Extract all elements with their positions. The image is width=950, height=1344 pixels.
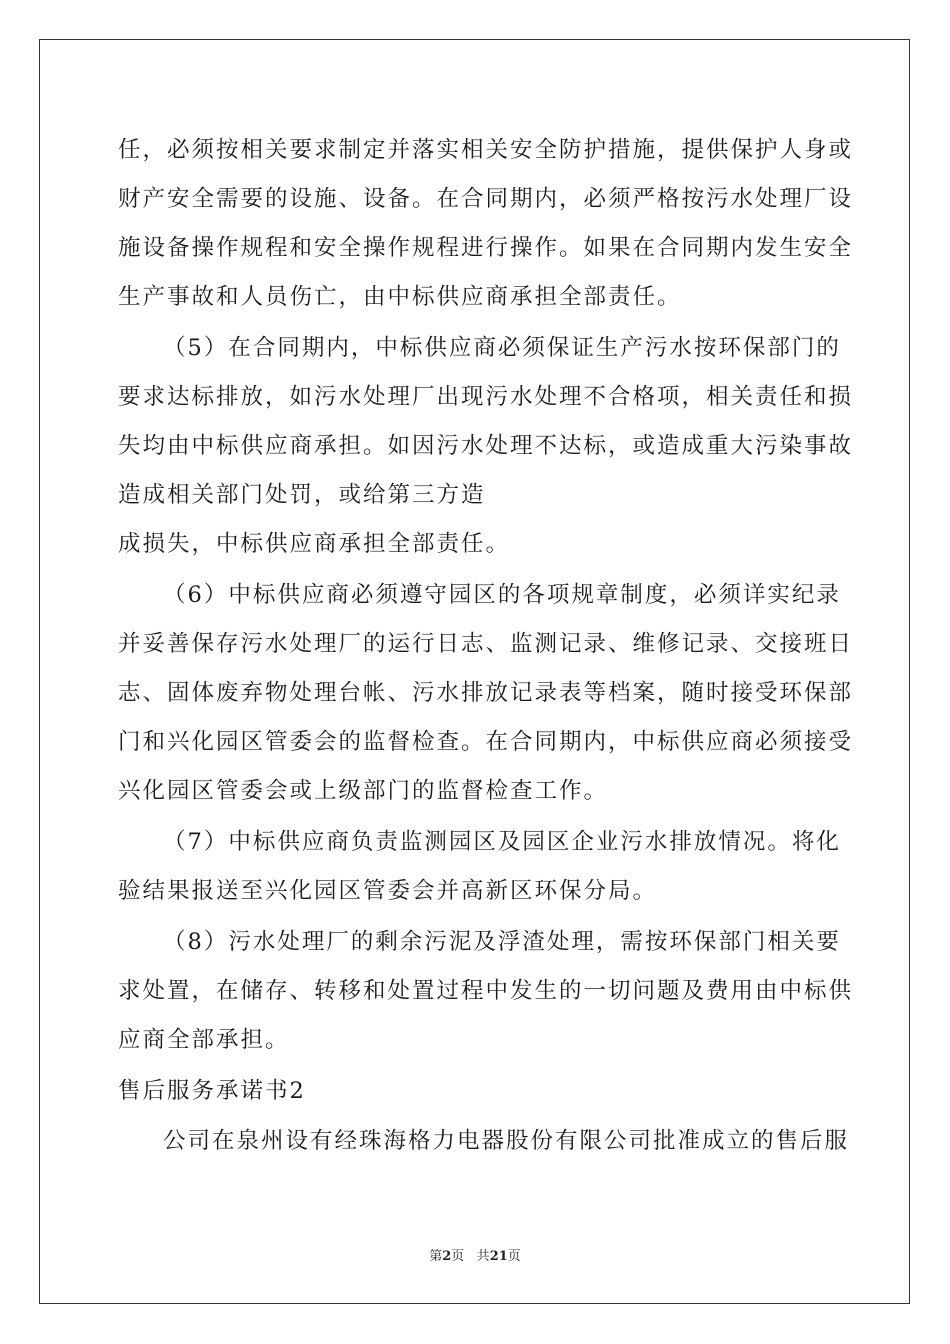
text-line: 要求达标排放，如污水处理厂出现污水处理不合格项，相关责任和损 (118, 384, 854, 410)
paragraph-item-6-first-line: （6）中标供应商必须遵守园区的各项规章制度，必须详实纪录 (163, 582, 841, 608)
text-line: 成损失，中标供应商承担全部责任。 (118, 531, 511, 557)
page-suffix: 页 (451, 1249, 465, 1264)
paragraph-item-7-first-line: （7）中标供应商负责监测园区及园区企业污水排放情况。将化 (163, 829, 841, 855)
page-footer (0, 1249, 950, 1265)
text-line: 并妥善保存污水处理厂的运行日志、监测记录、维修记录、交接班日 (118, 631, 854, 657)
paragraph-item-8-first-line: （8）污水处理厂的剩余污泥及浮渣处理，需按环保部门相关要 (163, 929, 841, 955)
section-heading: 售后服务承诺书2 (118, 1078, 306, 1104)
text-line: 验结果报送至兴化园区管委会并高新区环保分局。 (118, 878, 658, 904)
total-suffix: 页 (507, 1249, 521, 1264)
text-line: 生产事故和人员伤亡，由中标供应商承担全部责任。 (118, 284, 682, 310)
text-line: 志、固体废弃物处理台帐、污水排放记录表等档案，随时接受环保部 (118, 680, 854, 706)
text-line: 财产安全需要的设施、设备。在合同期内，必须严格按污水处理厂设 (118, 186, 854, 212)
text-line: 兴化园区管委会或上级部门的监督检查工作。 (118, 778, 609, 804)
text-line: 造成相关部门处罚，或给第三方造 (118, 482, 486, 508)
page-border (39, 39, 910, 1304)
text-line: 施设备操作规程和安全操作规程进行操作。如果在合同期内发生安全 (118, 235, 854, 261)
text-line: 任，必须按相关要求制定并落实相关安全防护措施，提供保护人身或 (118, 137, 854, 163)
page-prefix: 第 (429, 1249, 443, 1264)
text-line: 失均由中标供应商承担。如因污水处理不达标，或造成重大污染事故 (118, 433, 854, 459)
section-first-line: 公司在泉州设有经珠海格力电器股份有限公司批准成立的售后服 (163, 1128, 850, 1154)
paragraph-item-5-first-line: （5）在合同期内，中标供应商必须保证生产污水按环保部门的 (163, 335, 841, 361)
text-line: 应商全部承担。 (118, 1027, 290, 1053)
page-number: 2 (442, 1249, 452, 1264)
text-line: 门和兴化园区管委会的监督检查。在合同期内，中标供应商必须接受 (118, 729, 854, 755)
text-line: 求处置，在储存、转移和处置过程中发生的一切问题及费用由中标供 (118, 978, 854, 1004)
total-pages: 21 (489, 1249, 508, 1264)
total-prefix: 共 (476, 1249, 490, 1264)
